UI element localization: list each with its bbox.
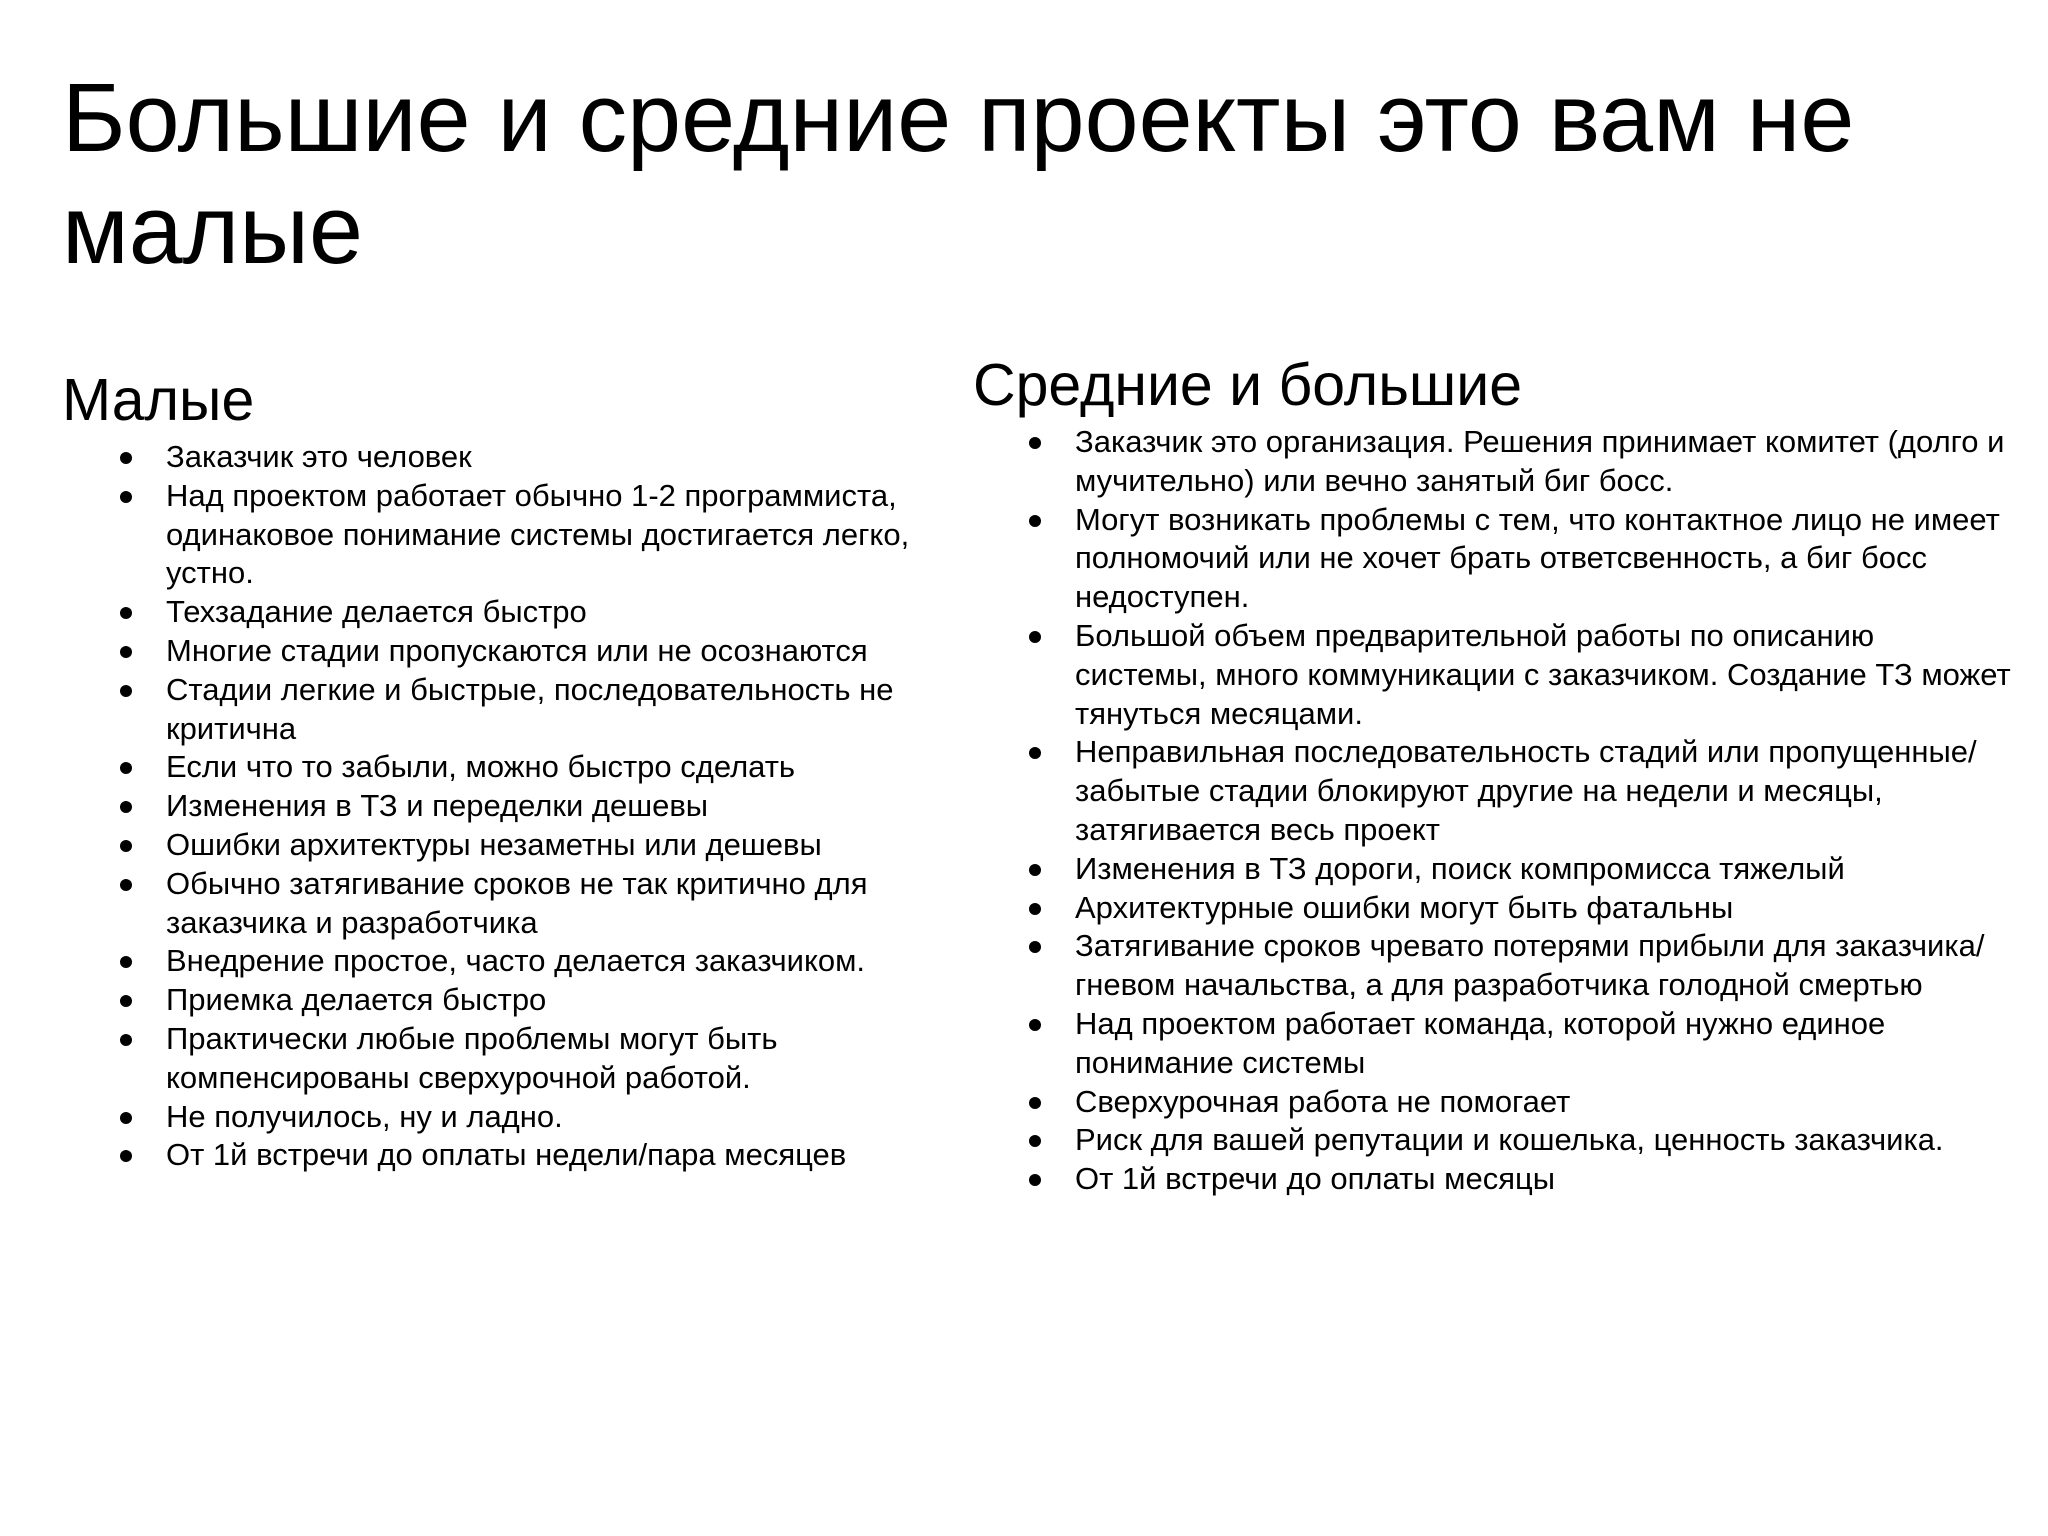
list-item-text: Архитектурные ошибки могут быть фатальны [1075, 889, 1734, 925]
list-item [166, 981, 922, 1020]
list-item-text: Техзадание делается быстро [166, 594, 587, 630]
bullet-icon [120, 452, 132, 464]
right-column [973, 350, 2013, 1199]
left-column [62, 365, 922, 1175]
list-item-text: От 1й встречи до оплаты недели/пара месяцев [166, 1137, 847, 1173]
list-item-text: Стадии легкие и быстрые, последовательность не критична [166, 671, 894, 746]
list-item [1075, 927, 2013, 1005]
bullet-icon [120, 801, 132, 813]
bullet-icon [1029, 1019, 1041, 1031]
list-item-text: Многие стадии пропускаются или не осознаются [166, 632, 868, 668]
list-item-text: Сверхурочная работа не помогает [1075, 1083, 1571, 1119]
list-item [1075, 1121, 2013, 1160]
list-item-text: Изменения в ТЗ дороги, поиск компромисса тяжелый [1075, 850, 1845, 886]
list-item [166, 1098, 922, 1137]
bullet-icon [120, 491, 132, 503]
list-item-text: От 1й встречи до оплаты месяцы [1075, 1161, 1556, 1197]
bullet-icon [120, 646, 132, 658]
list-item [1075, 1160, 2013, 1199]
list-item [166, 438, 922, 477]
left-column-heading: Малые [62, 367, 255, 433]
list-item-text: Заказчик это организация. Решения принимает комитет (долго и мучительно) или вечно занятый биг босс. [1075, 424, 2005, 498]
list-item-text: Над проектом работает команда, которой нужно единое понимание системы [1075, 1005, 1886, 1080]
bullet-icon [120, 1150, 132, 1162]
list-item-text: Ошибки архитектуры незаметны или дешевы [166, 826, 822, 862]
bullet-icon [120, 879, 132, 891]
bullet-icon [1029, 1174, 1041, 1186]
list-item-text: Затягивание сроков чревато потерями прибыли для заказчика/гневом начальства, а для разработчика голодной смертью [1075, 928, 1985, 1003]
list-item [166, 748, 922, 787]
bullet-icon [120, 840, 132, 852]
bullet-icon [120, 956, 132, 968]
bullet-icon [1029, 631, 1041, 643]
list-item [166, 671, 922, 749]
list-item-text: Неправильная последовательность стадий или пропущенные/забытые стадии блокируют другие на недели и месяцы, затягивается весь проект [1075, 734, 1977, 847]
list-item-text: Заказчик это человек [166, 439, 472, 474]
list-item-text: Большой объем предварительной работы по описанию системы, много коммуникации с заказчиком. Создание ТЗ может тянуться месяцами. [1075, 617, 2011, 731]
bullet-icon [120, 1112, 132, 1124]
list-item [166, 593, 922, 632]
list-item [1075, 617, 2013, 733]
bullet-icon [1029, 515, 1041, 527]
list-item [166, 942, 922, 981]
bullet-icon [120, 607, 132, 619]
list-item [1075, 889, 2013, 928]
list-item [166, 826, 922, 865]
right-column-heading: Средние и большие [973, 352, 1523, 418]
bullet-icon [1029, 747, 1041, 759]
bullet-icon [120, 762, 132, 774]
bullet-icon [1029, 941, 1041, 953]
list-item-text: Могут возникать проблемы с тем, что контактное лицо не имеет полномочий или не хочет брать ответсвенность, а биг босс недоступен. [1075, 501, 2000, 615]
list-item-text: Обычно затягивание сроков не так критично для заказчика и разработчика [166, 865, 868, 940]
list-item [1075, 733, 2013, 849]
bullet-icon [120, 995, 132, 1007]
list-item [166, 477, 922, 593]
bullet-icon [120, 1034, 132, 1046]
bullet-icon [1029, 864, 1041, 876]
list-item-text: Практически любые проблемы могут быть компенсированы сверхурочной работой. [166, 1020, 778, 1095]
list-item-text: Не получилось, ну и ладно. [166, 1098, 563, 1134]
left-bullet-list [62, 438, 922, 1175]
list-item-text: Если что то забыли, можно быстро сделать [166, 749, 796, 785]
list-item [166, 865, 922, 943]
list-item [1075, 423, 2013, 501]
list-item [166, 1020, 922, 1098]
list-item [166, 632, 922, 671]
list-item-text: Внедрение простое, часто делается заказчиком. [166, 943, 866, 979]
list-item-text: Изменения в ТЗ и переделки дешевы [166, 788, 709, 824]
bullet-icon [120, 685, 132, 697]
list-item [1075, 850, 2013, 889]
list-item [166, 1136, 922, 1175]
list-item-text: Приемка делается быстро [166, 982, 547, 1018]
list-item [166, 787, 922, 826]
list-item-text: Риск для вашей репутации и кошелька, ценность заказчика. [1075, 1122, 1944, 1158]
list-item [1075, 1083, 2013, 1122]
slide-title: Большие и средние проекты это вам не малые [62, 63, 1855, 284]
list-item [1075, 1005, 2013, 1083]
bullet-icon [1029, 1135, 1041, 1147]
list-item-text: Над проектом работает обычно 1-2 программиста, одинаковое понимание системы достигается легко, устно. [166, 477, 910, 591]
right-bullet-list [973, 423, 2013, 1199]
bullet-icon [1029, 903, 1041, 915]
bullet-icon [1029, 437, 1041, 449]
list-item [1075, 501, 2013, 617]
bullet-icon [1029, 1097, 1041, 1109]
